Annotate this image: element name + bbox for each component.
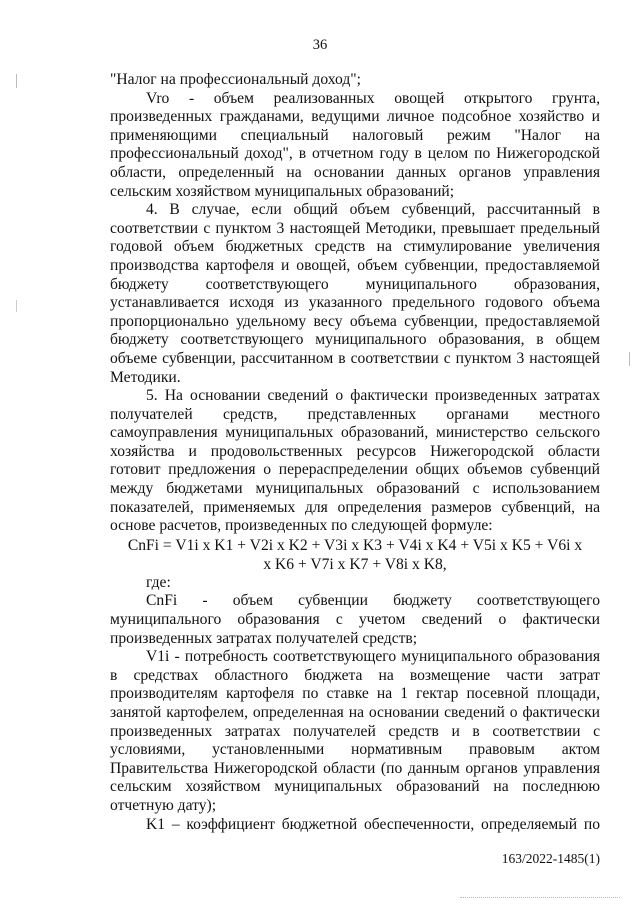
formula: [110, 536, 600, 574]
page-number: 36: [312, 37, 328, 53]
paragraph-vro-definition: Vro - объем реализованных овощей открытого грунта, произведенных гражданами, ведущими личное подсобное хозяйство и применяющими специальный налоговый режим "Налог на профессиональный доход", в отчетном году в целом по Нижегородской области, определенный на основании данных органов управления сельским хозяйством муниципальных образований;: [110, 89, 600, 200]
formula-line-1: CnFi = V1i x K1 + V2i x K2 + V3i x K3 + V4i x K4 + V5i x K5 + V6i x: [127, 536, 583, 554]
paragraph-item-4: 4. В случае, если общий объем субвенций, рассчитанный в соответствии с пунктом 3 настоящей Методики, превышает предельный годовой объем бюджетных средств на стимулирование увеличения производства картофеля и овощей, объем субвенции, предоставляемой бюджету соответствующего муниципального образования, устанавливается исходя из указанного предельного годового объема пропорционально удельному весу объема субвенции, предоставляемой бюджету соответствующего муниципального образования, в общем объеме субвенции, рассчитанном в соответствии с пунктом 3 настоящей Методики.: [110, 201, 600, 386]
definition-v1i: V1i - потребность соответствующего муниципального образования в средствах областного бюджета на возмещение части затрат производителям картофеля по ставке на 1 гектар посевной площади, занятой картофелем, определенная на основании сведений о фактически произведенных затратах получателей средств и в соответствии с условиями, установленными нормативным правовым актом Правительства Нижегородской области (по данным органов управления сельским хозяйством муниципальных образований на последнюю отчетную дату);: [110, 648, 600, 814]
document-code: 163/2022-1485(1): [501, 851, 600, 866]
paragraph-continuation: "Налог на профессиональный доход";: [110, 71, 361, 88]
where-label: где:: [146, 573, 171, 591]
scan-artifact-line: [460, 895, 620, 898]
scan-margin-mark: [16, 74, 17, 88]
paragraph-item-5: 5. На основании сведений о фактически произведенных затратах получателей средств, представленных органами местного самоуправления муниципальных образований, министерство сельского хозяйства и продовольственных ресурсов Нижегородской области готовит предложения о перераспределении общих объемов субвенций между бюджетами муниципальных образований с использованием показателей, применяемых для определения размеров субвенций, на основе расчетов, произведенных по следующей формуле:: [110, 387, 600, 535]
document-body: [110, 71, 600, 834]
definition-cnfi: CnFi - объем субвенции бюджету соответствующего муниципального образования с учетом сведений о фактически произведенных затратах получателей средств;: [110, 592, 600, 647]
scan-margin-mark: [16, 300, 17, 312]
definition-k1: K1 – коэффициент бюджетной обеспеченности, определяемый по: [146, 815, 600, 833]
scan-margin-mark: [629, 352, 630, 366]
formula-line-2: x K6 + V7i x K7 + V8i x K8,: [263, 555, 447, 573]
